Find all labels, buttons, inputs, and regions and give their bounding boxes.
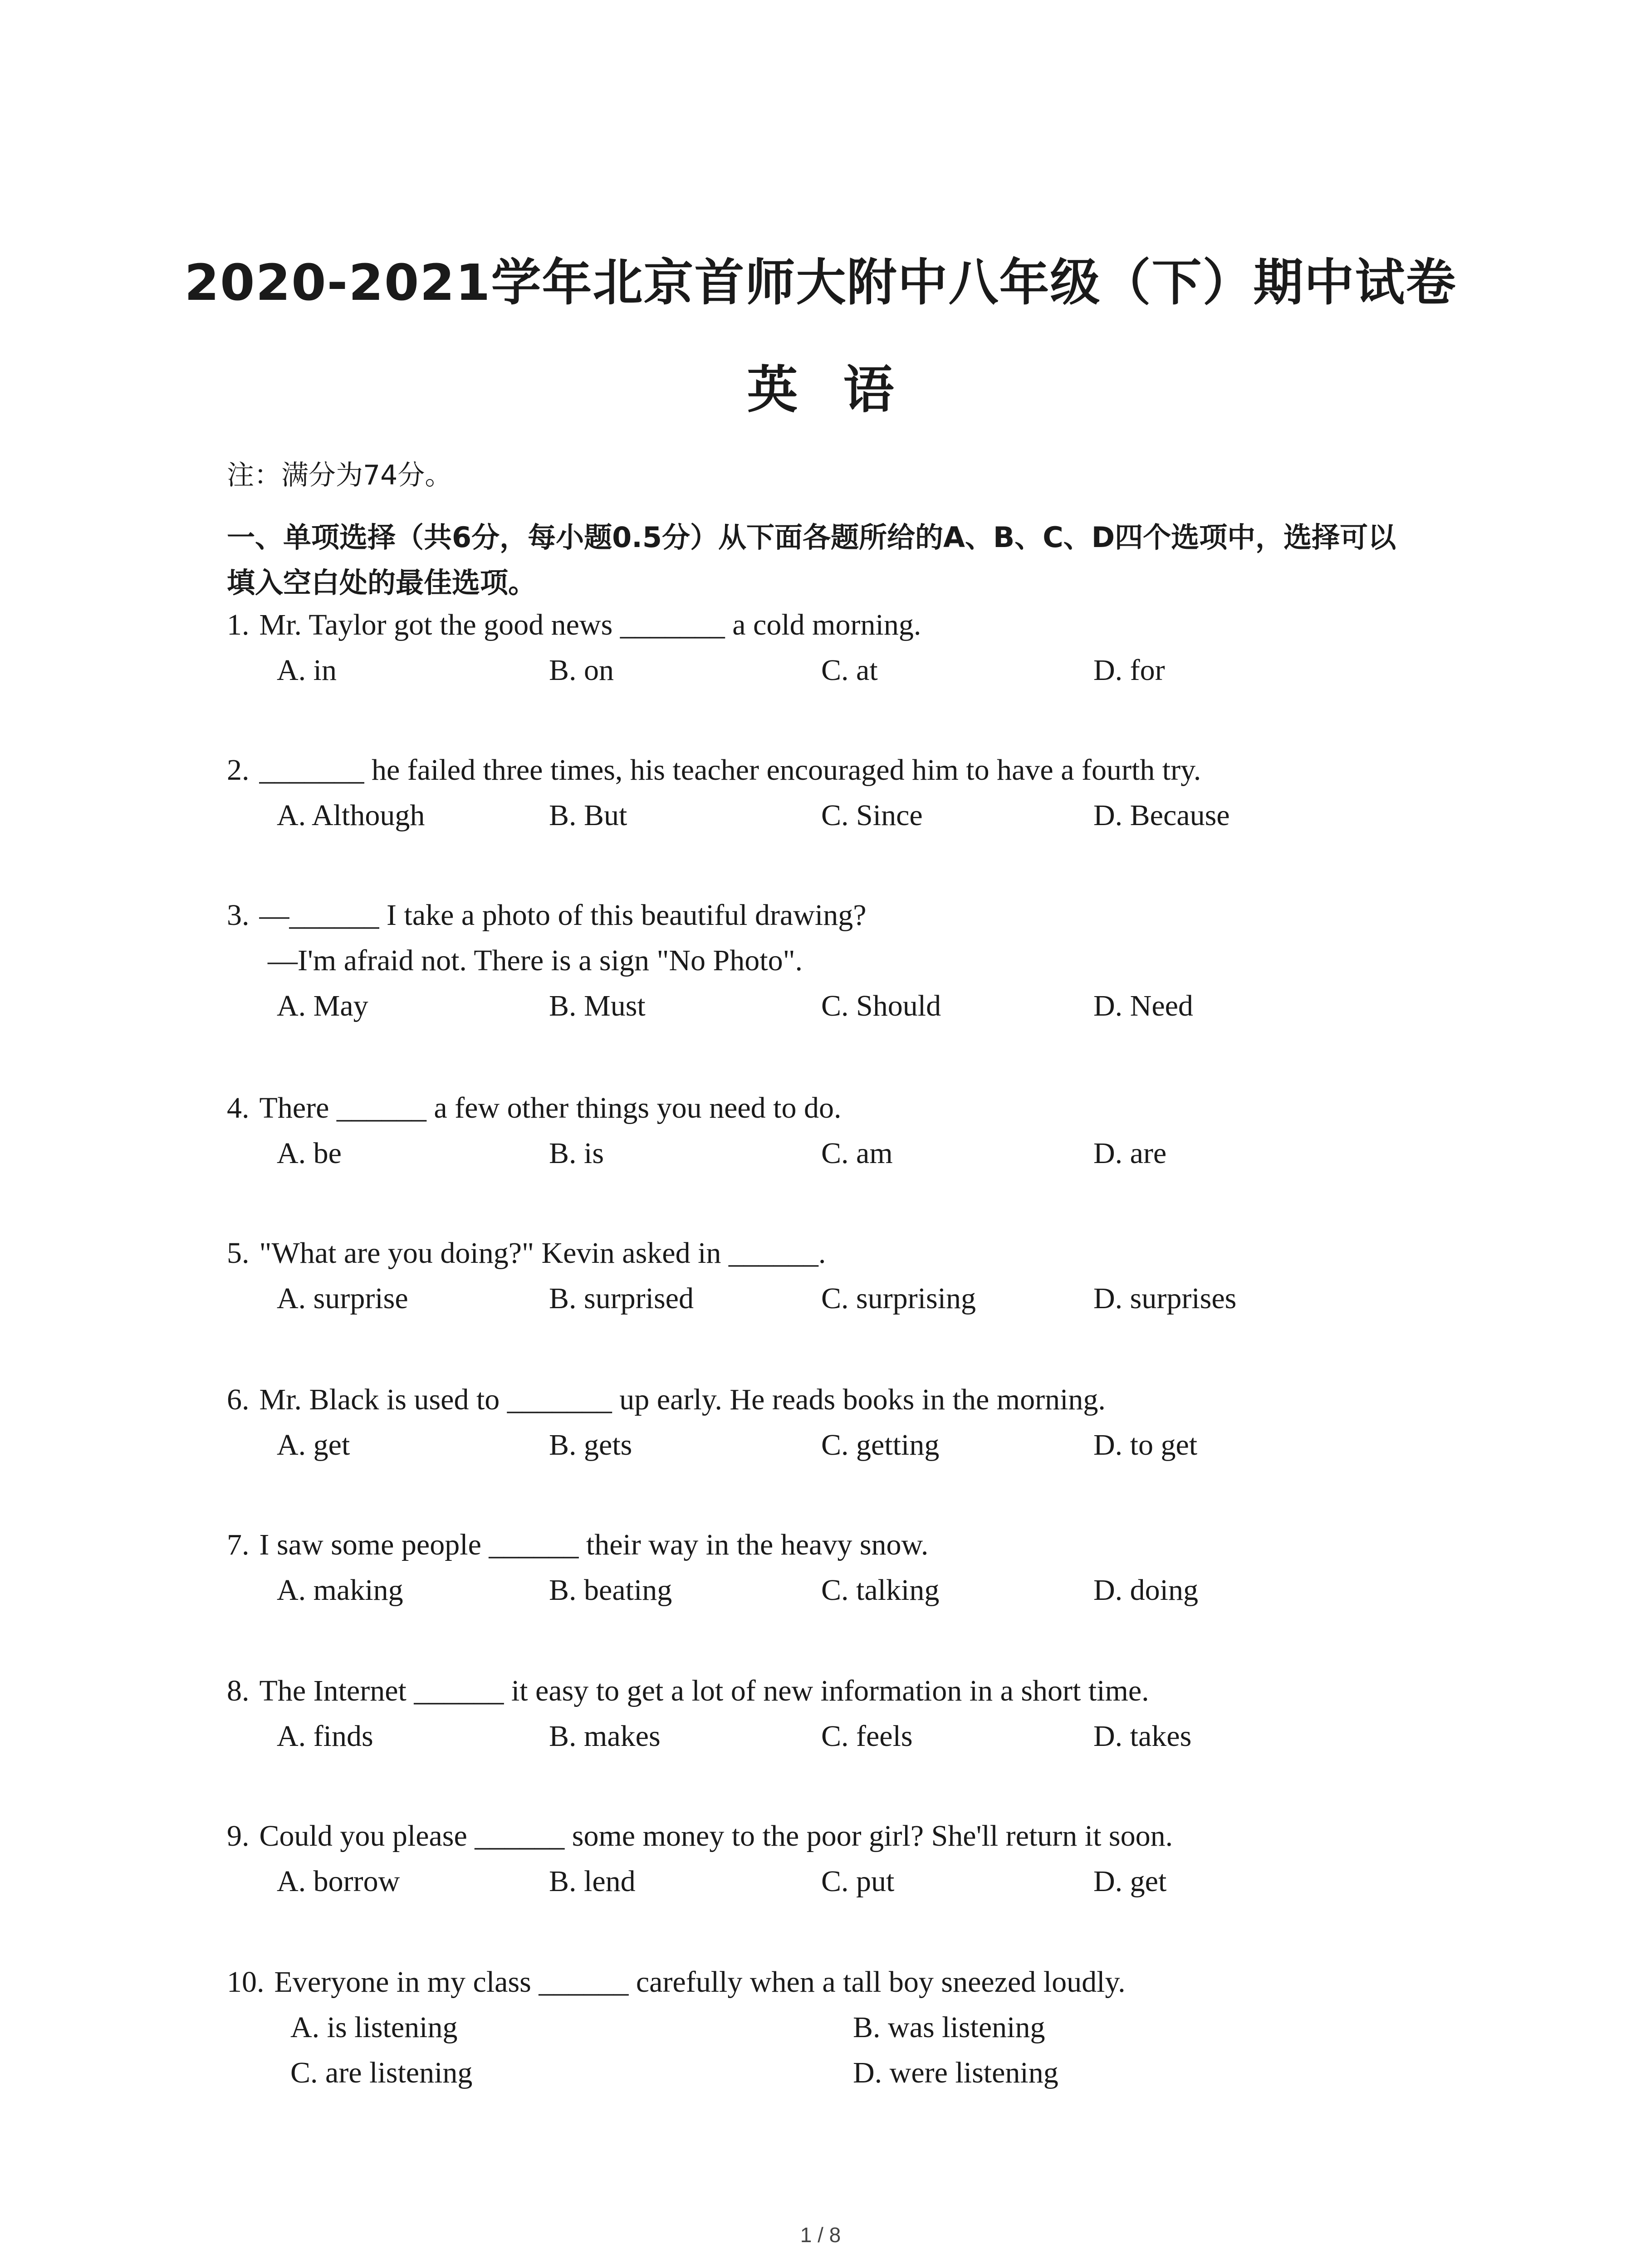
- section-heading-line1: 一、单项选择（共6分，每小题0.5分）从下面各题所给的A、B、C、D四个选项中，选择可以: [227, 521, 1396, 554]
- option-a: A. borrow: [277, 1865, 400, 1898]
- option-c: C. at: [821, 654, 878, 687]
- question-text: Could you please ______ some money to the poor girl? She'll return it soon.: [259, 1819, 1173, 1853]
- question-stem: [227, 1236, 826, 1271]
- question-text: —______ I take a photo of this beautiful drawing?: [259, 899, 867, 932]
- question-number: 6.: [227, 1383, 250, 1416]
- option-a: A. finds: [277, 1720, 373, 1753]
- option-a: A. May: [277, 989, 368, 1022]
- question-stem: [227, 1965, 1126, 1999]
- option-c: C. are listening: [290, 2056, 473, 2089]
- option-d: D. for: [1093, 654, 1165, 687]
- question-text: Mr. Taylor got the good news _______ a cold morning.: [259, 608, 921, 641]
- option-b: B. surprised: [549, 1282, 694, 1315]
- option-c: C. getting: [821, 1428, 940, 1461]
- option-c: C. talking: [821, 1574, 940, 1607]
- option-c: C. feels: [821, 1720, 913, 1753]
- question-number: 9.: [227, 1819, 250, 1853]
- option-b: B. is: [549, 1137, 604, 1170]
- option-c: C. surprising: [821, 1282, 976, 1315]
- score-note: 注：满分为74分。: [227, 459, 452, 491]
- option-b: B. makes: [549, 1720, 661, 1753]
- option-d: D. Because: [1093, 799, 1230, 832]
- question-stem: [227, 1819, 1173, 1853]
- option-b: B. on: [549, 654, 614, 687]
- question-stem: [227, 898, 867, 933]
- question-number: 5.: [227, 1237, 250, 1270]
- question-text: I saw some people ______ their way in the heavy snow.: [259, 1528, 929, 1561]
- option-a: A. Although: [277, 799, 425, 832]
- question-text: Mr. Black is used to _______ up early. He reads books in the morning.: [259, 1383, 1106, 1416]
- option-a: A. surprise: [277, 1282, 408, 1315]
- question-stem: [227, 1091, 842, 1125]
- option-d: D. doing: [1093, 1574, 1198, 1607]
- option-c: C. Should: [821, 989, 941, 1022]
- option-b: B. Must: [549, 989, 646, 1022]
- question-stem: [227, 753, 1201, 787]
- question-number: 10.: [227, 1965, 265, 1999]
- option-d: D. Need: [1093, 989, 1193, 1022]
- option-d: D. to get: [1093, 1428, 1198, 1461]
- question-number: 7.: [227, 1528, 250, 1561]
- exam-title: 2020-2021学年北京首师大附中八年级（下）期中试卷: [184, 254, 1457, 312]
- question-number: 2.: [227, 753, 250, 787]
- option-d: D. surprises: [1093, 1282, 1237, 1315]
- question-number: 4.: [227, 1091, 250, 1124]
- option-a: A. be: [277, 1137, 342, 1170]
- option-c: C. Since: [821, 799, 923, 832]
- option-d: D. are: [1093, 1137, 1167, 1170]
- option-b: B. lend: [549, 1865, 636, 1898]
- option-c: C. am: [821, 1137, 893, 1170]
- option-b: B. was listening: [853, 2011, 1045, 2044]
- question-number: 8.: [227, 1674, 250, 1707]
- question-text: Everyone in my class ______ carefully when a tall boy sneezed loudly.: [274, 1965, 1126, 1999]
- question-number: 3.: [227, 899, 250, 932]
- option-a: A. in: [277, 654, 337, 687]
- page-number: 1 / 8: [800, 2223, 841, 2247]
- question-text: The Internet ______ it easy to get a lot of new information in a short time.: [259, 1674, 1149, 1707]
- subject-title: 英语: [747, 361, 940, 420]
- option-b: B. gets: [549, 1428, 632, 1461]
- section-heading-line2: 填入空白处的最佳选项。: [227, 566, 537, 599]
- option-d: D. get: [1093, 1865, 1167, 1898]
- question-reply: —I'm afraid not. There is a sign "No Photo".: [268, 944, 803, 977]
- option-a: A. making: [277, 1574, 403, 1607]
- option-b: B. But: [549, 799, 627, 832]
- option-a: A. is listening: [290, 2011, 458, 2044]
- option-a: A. get: [277, 1428, 350, 1461]
- question-stem: [227, 1383, 1106, 1417]
- question-text: _______ he failed three times, his teacher encouraged him to have a fourth try.: [259, 753, 1201, 787]
- question-stem: [227, 608, 921, 642]
- question-text: "What are you doing?" Kevin asked in ______.: [259, 1237, 826, 1270]
- question-stem: [227, 1674, 1149, 1708]
- option-d: D. takes: [1093, 1720, 1192, 1753]
- question-text: There ______ a few other things you need to do.: [259, 1091, 842, 1124]
- question-number: 1.: [227, 608, 250, 641]
- question-stem: [227, 1528, 928, 1562]
- option-c: C. put: [821, 1865, 895, 1898]
- option-b: B. beating: [549, 1574, 672, 1607]
- option-d: D. were listening: [853, 2056, 1058, 2089]
